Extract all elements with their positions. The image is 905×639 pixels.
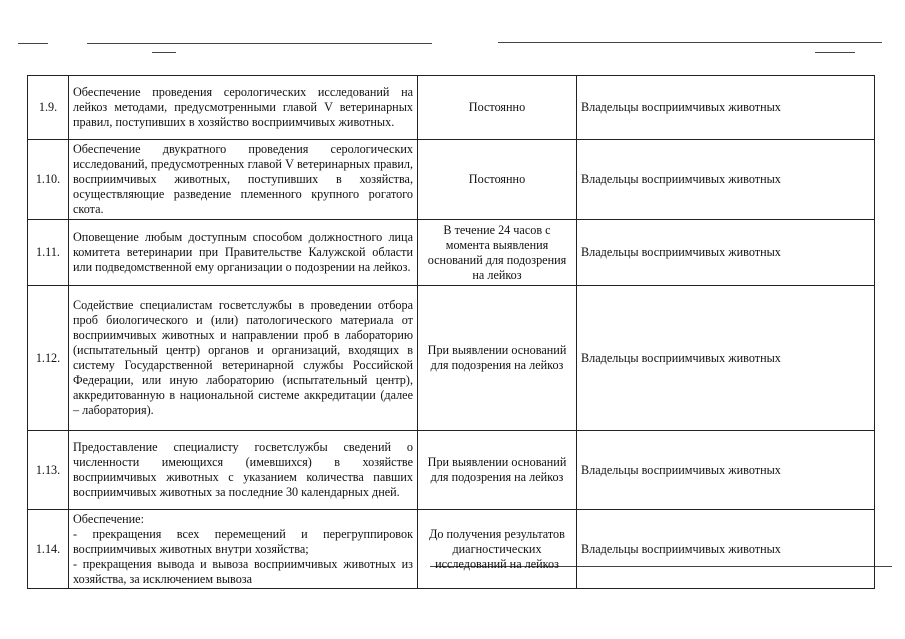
measure-description: Обеспечение двукратного проведения серологических исследований, предусмотренных главой V ветеринарных правил, восприимчивых животных, поступивших в хозяйства, осуществляющие разведение племенного крупного рогатого скота. [69,140,418,220]
scan-artifact-line [152,52,176,53]
measure-term: До получения результатов диагностических исследований на лейкоз [418,510,577,589]
measure-term: Постоянно [418,140,577,220]
responsible-party: Владельцы восприимчивых животных [577,286,875,431]
row-number: 1.9. [28,76,69,140]
table-row [28,140,875,220]
table-row [28,431,875,510]
row-number: 1.10. [28,140,69,220]
responsible-party: Владельцы восприимчивых животных [577,510,875,589]
scan-artifact-line [498,42,882,43]
table-row [28,286,875,431]
measure-term: При выявлении оснований для подозрения на лейкоз [418,431,577,510]
row-number: 1.11. [28,220,69,286]
scan-artifact-line [815,52,855,53]
measures-table [27,75,875,589]
measure-term: Постоянно [418,76,577,140]
description-line: - прекращения вывода и вывоза восприимчивых животных из хозяйства, за исключением вывоза [73,556,413,586]
row-number: 1.13. [28,431,69,510]
responsible-party: Владельцы восприимчивых животных [577,76,875,140]
table-row [28,76,875,140]
responsible-party: Владельцы восприимчивых животных [577,431,875,510]
responsible-party: Владельцы восприимчивых животных [577,140,875,220]
measure-description: Обеспечение проведения серологических исследований на лейкоз методами, предусмотренными главой V ветеринарных правил, поступивших в хозяйство восприимчивых животных. [69,76,418,140]
row-number: 1.12. [28,286,69,431]
row-number: 1.14. [28,510,69,589]
scan-artifact-line [18,43,48,44]
measure-description: Содействие специалистам госветслужбы в проведении отбора проб биологического и (или) патологического материала от восприимчивых животных и направлении проб в лабораторию (испытательный центр) органов и организаций, входящих в систему Государственной ветеринарной службы Российской Федерации, или иную лабораторию (испытательный центр), аккредитованную в национальной системе аккредитации (далее – лаборатория). [69,286,418,431]
measure-description [69,510,418,589]
responsible-party: Владельцы восприимчивых животных [577,220,875,286]
description-line: Обеспечение: [73,511,144,526]
measure-term: В течение 24 часов с момента выявления оснований для подозрения на лейкоз [418,220,577,286]
measure-description: Оповещение любым доступным способом должностного лица комитета ветеринарии при Правительстве Калужской области или подведомственной ему организации о подозрении на лейкоз. [69,220,418,286]
table-row [28,510,875,589]
description-line: - прекращения всех перемещений и перегруппировок восприимчивых животных внутри хозяйства; [73,526,413,556]
measure-description: Предоставление специалисту госветслужбы сведений о численности имеющихся (имевшихся) в хозяйстве восприимчивых животных с указанием количества павших восприимчивых животных за последние 30 календарных дней. [69,431,418,510]
scan-artifact-line [87,43,432,44]
measure-term: При выявлении оснований для подозрения на лейкоз [418,286,577,431]
table-row [28,220,875,286]
